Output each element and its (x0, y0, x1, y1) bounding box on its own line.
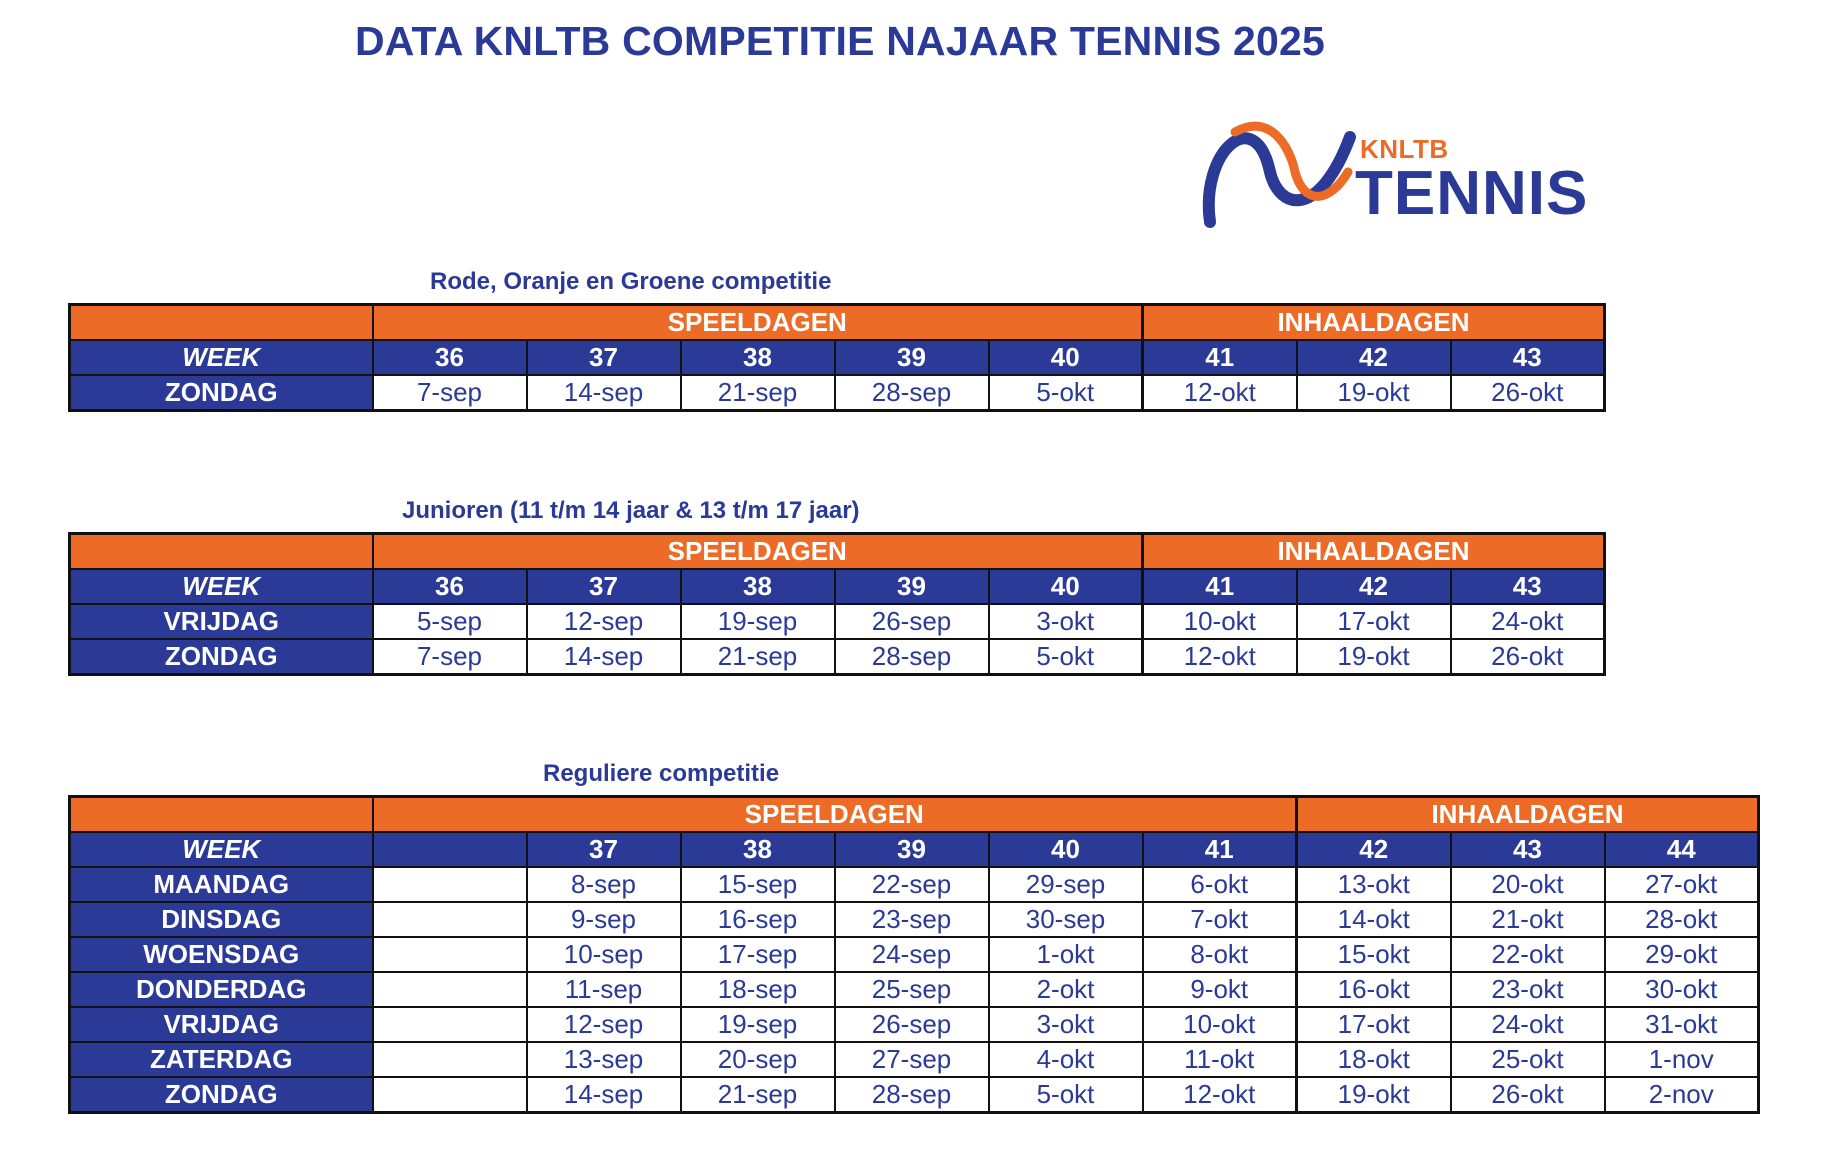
date-cell: 28-okt (1605, 902, 1759, 937)
date-cell: 9-okt (1143, 972, 1297, 1007)
date-cell: 23-okt (1451, 972, 1605, 1007)
date-cell: 28-sep (835, 375, 989, 411)
date-cell: 26-okt (1451, 375, 1605, 411)
date-cell: 8-sep (527, 867, 681, 902)
date-cell: 7-sep (373, 375, 527, 411)
day-label: DINSDAG (70, 902, 373, 937)
date-cell: 5-okt (989, 1077, 1143, 1113)
date-cell: 25-sep (835, 972, 989, 1007)
table2-week-cell: 43 (1451, 569, 1605, 604)
date-cell: 5-okt (989, 375, 1143, 411)
date-cell: 30-sep (989, 902, 1143, 937)
table2-schedule (68, 532, 1606, 676)
date-cell: 16-okt (1297, 972, 1451, 1007)
day-label: ZONDAG (70, 375, 373, 411)
table3-week-cell: 44 (1605, 832, 1759, 867)
date-cell: 16-sep (681, 902, 835, 937)
date-cell: 26-okt (1451, 1077, 1605, 1113)
table-row (70, 937, 1759, 972)
date-cell: 17-sep (681, 937, 835, 972)
date-cell: 26-okt (1451, 639, 1605, 675)
table1-week-cell: 40 (989, 340, 1143, 375)
logo-tennis-text: TENNIS (1355, 159, 1589, 228)
table1-week-cell: 41 (1143, 340, 1297, 375)
table2-week-cell: 40 (989, 569, 1143, 604)
table-row (70, 902, 1759, 937)
date-cell: 30-okt (1605, 972, 1759, 1007)
date-cell (373, 1007, 527, 1042)
table2-caption: Junioren (11 t/m 14 jaar & 13 t/m 17 jaar) (402, 497, 860, 524)
table2-inhaaldagen-header: INHAALDAGEN (1143, 534, 1605, 570)
date-cell: 11-okt (1143, 1042, 1297, 1077)
date-cell: 12-sep (527, 1007, 681, 1042)
table1-week-cell: 43 (1451, 340, 1605, 375)
date-cell (373, 972, 527, 1007)
date-cell: 20-okt (1451, 867, 1605, 902)
table3-week-row (70, 832, 1759, 867)
date-cell (373, 1077, 527, 1113)
day-label: ZONDAG (70, 639, 373, 675)
table2-week-label: WEEK (70, 569, 373, 604)
day-label: DONDERDAG (70, 972, 373, 1007)
table-row (70, 639, 1605, 675)
table-row (70, 972, 1759, 1007)
table2-week-cell: 39 (835, 569, 989, 604)
table1-week-cell: 39 (835, 340, 989, 375)
date-cell: 21-okt (1451, 902, 1605, 937)
table2-week-cell: 42 (1297, 569, 1451, 604)
date-cell: 22-okt (1451, 937, 1605, 972)
table3-week-cell: 40 (989, 832, 1143, 867)
table3-week-cell: 37 (527, 832, 681, 867)
table3-week-cell: 43 (1451, 832, 1605, 867)
date-cell: 27-sep (835, 1042, 989, 1077)
table1-speeldagen-header: SPEELDAGEN (373, 305, 1143, 341)
date-cell: 21-sep (681, 1077, 835, 1113)
date-cell: 15-sep (681, 867, 835, 902)
table-row (70, 1042, 1759, 1077)
logo-knltb-text: KNLTB (1360, 134, 1449, 164)
table2-week-cell: 38 (681, 569, 835, 604)
table1-week-cell: 36 (373, 340, 527, 375)
date-cell: 23-sep (835, 902, 989, 937)
date-cell: 3-okt (989, 1007, 1143, 1042)
table1-caption: Rode, Oranje en Groene competitie (430, 268, 832, 295)
date-cell: 14-sep (527, 375, 681, 411)
date-cell: 25-okt (1451, 1042, 1605, 1077)
date-cell: 24-okt (1451, 604, 1605, 639)
table-row (70, 604, 1605, 639)
date-cell: 13-okt (1297, 867, 1451, 902)
date-cell: 8-okt (1143, 937, 1297, 972)
date-cell: 7-okt (1143, 902, 1297, 937)
table2-section-header (70, 534, 1605, 570)
date-cell: 19-okt (1297, 639, 1451, 675)
table1-schedule (68, 303, 1606, 412)
table2-speeldagen-header: SPEELDAGEN (373, 534, 1143, 570)
date-cell: 29-sep (989, 867, 1143, 902)
date-cell: 10-okt (1143, 604, 1297, 639)
date-cell: 10-sep (527, 937, 681, 972)
table3-corner (70, 797, 373, 833)
date-cell: 20-sep (681, 1042, 835, 1077)
table-row (70, 867, 1759, 902)
date-cell: 22-sep (835, 867, 989, 902)
day-label: MAANDAG (70, 867, 373, 902)
table2-week-cell: 36 (373, 569, 527, 604)
date-cell: 1-okt (989, 937, 1143, 972)
table1-week-label: WEEK (70, 340, 373, 375)
date-cell: 19-sep (681, 1007, 835, 1042)
date-cell: 31-okt (1605, 1007, 1759, 1042)
table-row (70, 1007, 1759, 1042)
table2-week-cell: 41 (1143, 569, 1297, 604)
table2-week-cell: 37 (527, 569, 681, 604)
date-cell (373, 902, 527, 937)
date-cell: 3-okt (989, 604, 1143, 639)
table3-week-cell: 42 (1297, 832, 1451, 867)
date-cell (373, 867, 527, 902)
date-cell: 17-okt (1297, 604, 1451, 639)
date-cell (373, 937, 527, 972)
date-cell: 27-okt (1605, 867, 1759, 902)
date-cell: 24-okt (1451, 1007, 1605, 1042)
date-cell: 5-sep (373, 604, 527, 639)
date-cell: 13-sep (527, 1042, 681, 1077)
date-cell: 14-sep (527, 639, 681, 675)
table1-inhaaldagen-header: INHAALDAGEN (1143, 305, 1605, 341)
date-cell: 21-sep (681, 375, 835, 411)
date-cell: 29-okt (1605, 937, 1759, 972)
date-cell: 28-sep (835, 1077, 989, 1113)
table3-section-header (70, 797, 1759, 833)
table3-week-cell: 38 (681, 832, 835, 867)
date-cell: 9-sep (527, 902, 681, 937)
knltb-swoosh-icon (1200, 112, 1370, 232)
date-cell: 2-nov (1605, 1077, 1759, 1113)
date-cell: 7-sep (373, 639, 527, 675)
table1-week-cell: 42 (1297, 340, 1451, 375)
page-title: DATA KNLTB COMPETITIE NAJAAR TENNIS 2025 (354, 18, 1326, 64)
day-label: ZATERDAG (70, 1042, 373, 1077)
table3-caption: Reguliere competitie (543, 760, 780, 787)
date-cell: 12-okt (1143, 1077, 1297, 1113)
date-cell: 24-sep (835, 937, 989, 972)
knltb-tennis-logo (1200, 112, 1589, 242)
date-cell: 12-sep (527, 604, 681, 639)
day-label: ZONDAG (70, 1077, 373, 1113)
table1-week-cell: 38 (681, 340, 835, 375)
date-cell: 14-sep (527, 1077, 681, 1113)
date-cell: 2-okt (989, 972, 1143, 1007)
date-cell: 18-sep (681, 972, 835, 1007)
date-cell: 19-sep (681, 604, 835, 639)
day-label: VRIJDAG (70, 604, 373, 639)
day-label: VRIJDAG (70, 1007, 373, 1042)
table3-week-cell: 39 (835, 832, 989, 867)
date-cell (373, 1042, 527, 1077)
date-cell: 17-okt (1297, 1007, 1451, 1042)
table2-week-row (70, 569, 1605, 604)
table3-speeldagen-header: SPEELDAGEN (373, 797, 1297, 833)
date-cell: 11-sep (527, 972, 681, 1007)
date-cell: 5-okt (989, 639, 1143, 675)
table1-section-header (70, 305, 1605, 341)
date-cell: 1-nov (1605, 1042, 1759, 1077)
table2-corner (70, 534, 373, 570)
date-cell: 15-okt (1297, 937, 1451, 972)
date-cell: 4-okt (989, 1042, 1143, 1077)
table3-week-label: WEEK (70, 832, 373, 867)
date-cell: 28-sep (835, 639, 989, 675)
day-label: WOENSDAG (70, 937, 373, 972)
table-row (70, 375, 1605, 411)
date-cell: 26-sep (835, 604, 989, 639)
table3-inhaaldagen-header: INHAALDAGEN (1297, 797, 1759, 833)
table3-schedule (68, 795, 1760, 1114)
date-cell: 10-okt (1143, 1007, 1297, 1042)
table1-corner (70, 305, 373, 341)
date-cell: 18-okt (1297, 1042, 1451, 1077)
table1-week-cell: 37 (527, 340, 681, 375)
date-cell: 19-okt (1297, 375, 1451, 411)
date-cell: 12-okt (1143, 375, 1297, 411)
date-cell: 12-okt (1143, 639, 1297, 675)
table-row (70, 1077, 1759, 1113)
date-cell: 21-sep (681, 639, 835, 675)
date-cell: 19-okt (1297, 1077, 1451, 1113)
date-cell: 6-okt (1143, 867, 1297, 902)
date-cell: 14-okt (1297, 902, 1451, 937)
table1-week-row (70, 340, 1605, 375)
table3-week-cell: 41 (1143, 832, 1297, 867)
table3-week-cell (373, 832, 527, 867)
date-cell: 26-sep (835, 1007, 989, 1042)
